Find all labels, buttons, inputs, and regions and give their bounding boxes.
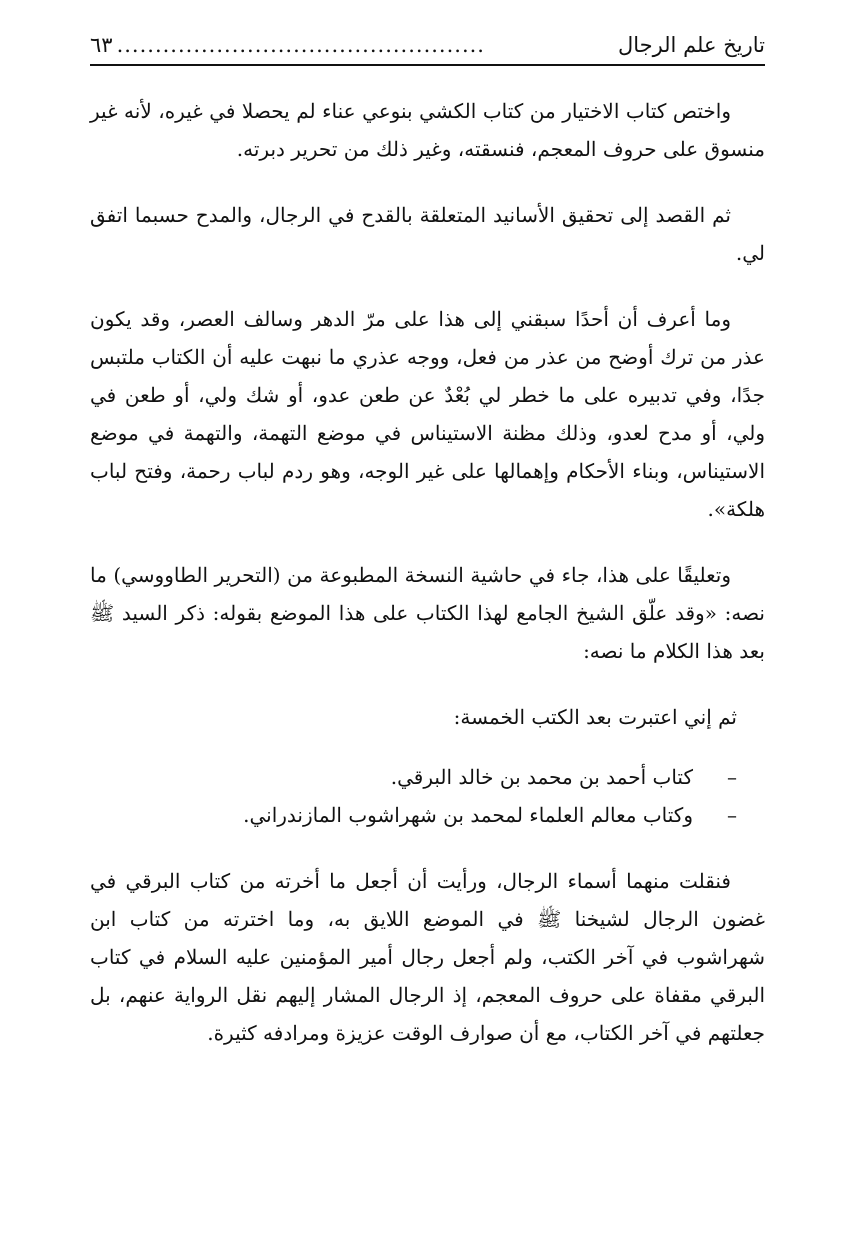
- book-list: [90, 758, 765, 834]
- running-title: تاريخ علم الرجال: [617, 33, 765, 57]
- paragraph-3: وما أعرف أن أحدًا سبقني إلى هذا على مرّ الدهر وسالف العصر، وقد يكون عذر من ترك أوضح من عذر من فعل، ووجه عذري ما نبهت عليه أن الكتاب ملتبس جدًا، وفي تدبيره على ما خطر لي بُعْدٌ عن طعن عدو، أو شك ولي، أو طعن في ولي، أو مدح لعدو، وذلك مظنة الاستيناس في موضع التهمة، والتهمة في موضع الاستيناس، وبناء الأحكام وإهمالها على غير الوجه، وهو ردم لباب رحمة، وفتح لباب هلكة».: [90, 307, 765, 521]
- list-item: [90, 758, 737, 796]
- list-item: [90, 796, 737, 834]
- leader-dots: ................................................: [116, 33, 485, 57]
- paragraph-4: وتعليقًا على هذا، جاء في حاشية النسخة المطبوعة من (التحرير الطاووسي) ما نصه: «وقد علّق الشيخ الجامع لهذا الكتاب على هذا الموضع بقوله: ذكر السيد ﷺ بعد هذا الكلام ما نصه:: [90, 563, 765, 663]
- paragraph-2: ثم القصد إلى تحقيق الأسانيد المتعلقة بالقدح في الرجال، والمدح حسبما اتفق لي.: [90, 203, 765, 265]
- list-dash: –: [727, 803, 737, 827]
- body-text: [90, 92, 765, 1052]
- quote-intro: ثم إني اعتبرت بعد الكتب الخمسة:: [453, 705, 737, 729]
- list-item-text: كتاب أحمد بن محمد بن خالد البرقي.: [390, 765, 693, 789]
- page-number: ٦٣: [90, 33, 113, 57]
- running-header: [90, 30, 765, 66]
- paragraph-1: واختص كتاب الاختيار من كتاب الكشي بنوعي عناء لم يحصلا في غيره، لأنه غير منسوق على حروف المعجم، فنسقته، وغير ذلك من تحرير دبرته.: [90, 99, 765, 161]
- list-dash: –: [727, 765, 737, 789]
- closing-paragraph: فنقلت منهما أسماء الرجال، ورأيت أن أجعل ما أخرته من كتاب البرقي في غضون الرجال لشيخنا ﷺ في الموضع اللايق به، وما اخترته من كتاب ابن شهراشوب في آخر الكتب، ولم أجعل رجال أمير المؤمنين عليه السلام في كتاب البرقي مقفاة على حروف المعجم، إذ الرجال المشار إليهم نقل الرواية عنهم، بل جعلتهم في آخر الكتاب، مع أن صوارف الوقت عزيزة ومرادفه كثيرة.: [90, 869, 765, 1045]
- page: [90, 30, 765, 1080]
- list-item-text: وكتاب معالم العلماء لمحمد بن شهراشوب المازندراني.: [243, 803, 693, 827]
